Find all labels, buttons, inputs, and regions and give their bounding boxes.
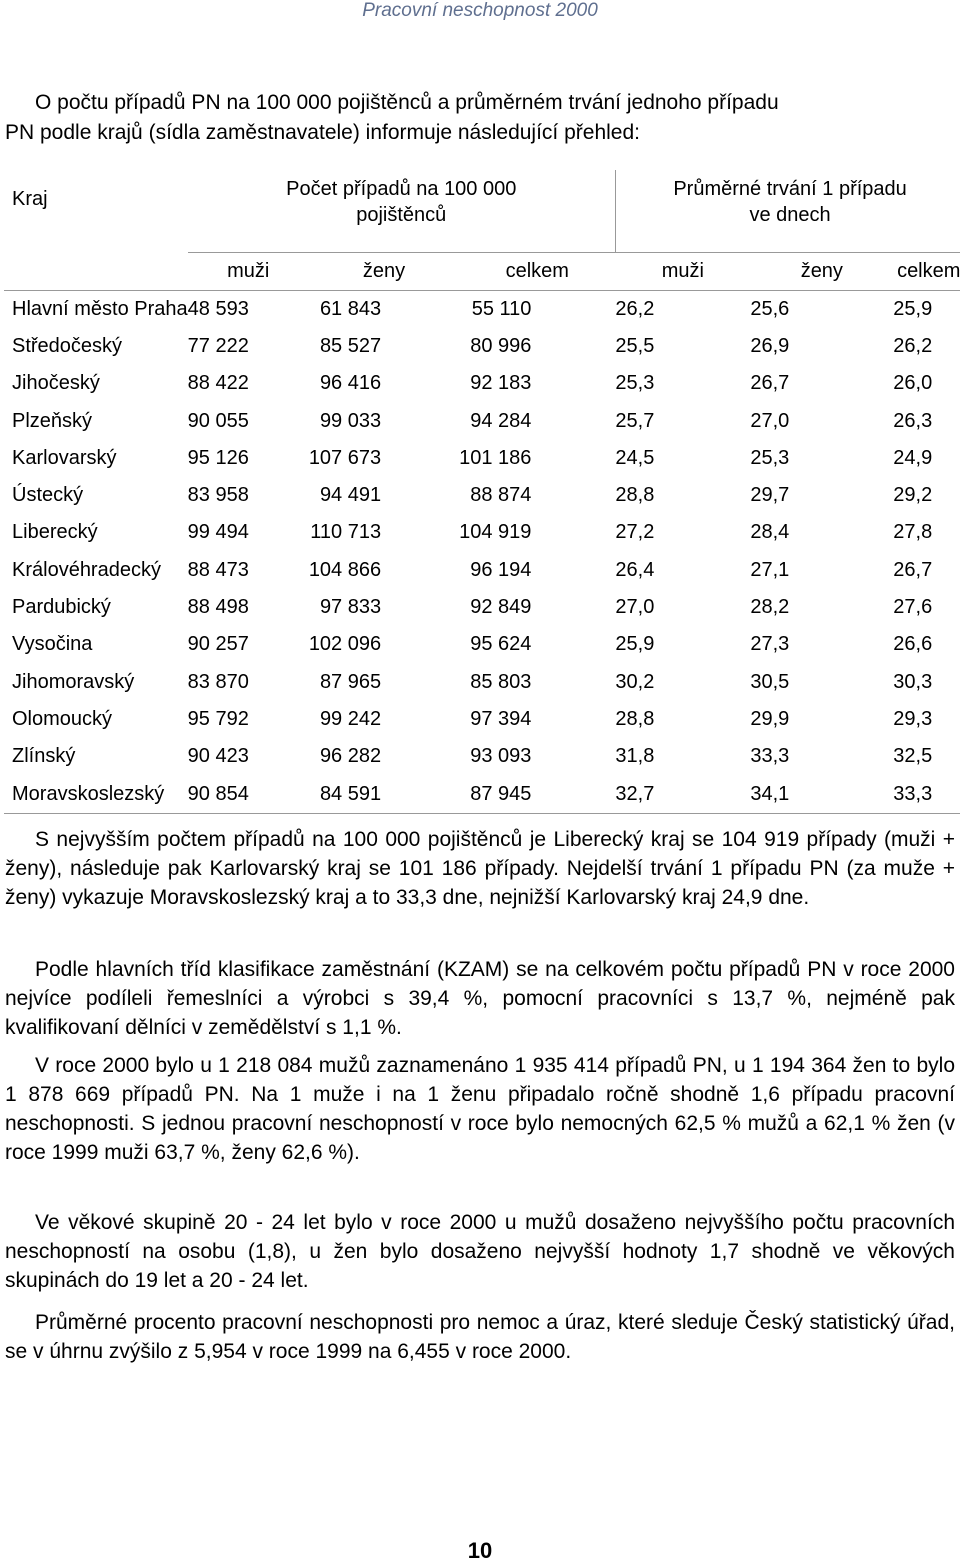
region-name: Moravskoslezský <box>4 775 188 813</box>
region-name: Vysočina <box>12 633 93 656</box>
table-cell: 27,0 <box>615 596 655 619</box>
table-cell: 25,7 <box>615 409 655 432</box>
table-cell: 102 096 <box>308 633 382 656</box>
table-cell: 88 473 <box>187 558 249 581</box>
table-cell: 95 792 <box>187 707 249 730</box>
table-cell: 95 624 <box>470 633 532 656</box>
table-cell: 26,2 <box>893 334 933 357</box>
table-cell: 31,8 <box>615 745 655 768</box>
table-cell: 99 242 <box>319 707 382 730</box>
table-cell: 27,2 <box>615 521 655 544</box>
table-row <box>4 328 960 365</box>
intro-line-1: O počtu případů PN na 100 000 pojištěnců a průměrném trvání jednoho případu <box>35 91 779 114</box>
paragraph-text: Podle hlavních tříd klasifikace zaměstnání (KZAM) se na celkovém počtu případů PN v roce 2000 nejvíce podíleli řemeslníci a výrobci s 39,4 %, pomocní pracovníci s 13,7 %, nejméně pak kvalifikovaní dělníci v zemědělství s 1,1 %. <box>5 958 955 1039</box>
table-cell: 27,8 <box>893 521 933 544</box>
table-cell: 29,2 <box>893 484 933 507</box>
table-cell: 34,1 <box>750 775 893 813</box>
region-name: Královéhradecký <box>12 558 161 581</box>
table-cell: 26,7 <box>893 558 933 581</box>
table-cell: 101 186 <box>459 446 532 469</box>
table-cell: 25,3 <box>750 446 790 469</box>
table-cell: 28,4 <box>750 521 790 544</box>
table-cell: 95 126 <box>187 446 249 469</box>
table-cell: 88 498 <box>187 596 249 619</box>
table-header-row-2 <box>4 252 960 290</box>
paragraph <box>5 1308 955 1366</box>
table-cell: 30,2 <box>615 670 655 693</box>
table-cell: 27,6 <box>893 596 933 619</box>
header-group-count <box>188 170 616 252</box>
table-cell: 92 183 <box>470 372 532 395</box>
table-cell: 25,6 <box>750 297 790 320</box>
table-cell: 94 491 <box>319 484 382 507</box>
table-cell: 27,0 <box>750 409 790 432</box>
paragraph <box>5 955 955 1042</box>
table-cell: 96 194 <box>470 558 532 581</box>
paragraph-text: S nejvyšším počtem případů na 100 000 pojištěnců je Liberecký kraj se 104 919 případy (muži + ženy), následuje pak Karlovarský kraj se 101 186 případy. Nejdelší trvání 1 případu PN (za muže + ženy) vykazuje Moravskoslezský kraj a to 33,3 dne, nejnižší Karlovarský kraj 24,9 dne. <box>5 828 955 909</box>
header-group-count-line1: Počet případů na 100 000 <box>286 178 517 200</box>
table-cell: 26,6 <box>893 633 933 656</box>
subheader-zeny-duration: ženy <box>750 252 893 290</box>
region-name: Jihomoravský <box>12 670 135 693</box>
table-cell: 90 423 <box>187 745 249 768</box>
table-cell: 29,7 <box>750 484 790 507</box>
table-cell: 25,3 <box>615 372 655 395</box>
table-cell: 90 854 <box>188 775 309 813</box>
table-cell: 92 849 <box>470 596 532 619</box>
table-row <box>4 402 960 439</box>
table-cell: 28,2 <box>750 596 790 619</box>
intro-line-2: PN podle krajů (sídla zaměstnavatele) informuje následující přehled: <box>5 121 640 144</box>
region-table <box>4 170 960 814</box>
table-row <box>4 775 960 813</box>
region-name: Jihočeský <box>12 372 100 395</box>
table-row <box>4 663 960 700</box>
table-cell: 84 591 <box>309 775 459 813</box>
header-group-count-line2: pojištěnců <box>356 204 447 226</box>
table-cell: 24,9 <box>893 446 933 469</box>
table-cell: 97 394 <box>470 707 532 730</box>
header-kraj: Kraj <box>12 188 48 210</box>
table-cell: 30,3 <box>893 670 933 693</box>
table-cell: 27,3 <box>750 633 790 656</box>
table-cell: 26,4 <box>615 558 655 581</box>
region-name: Olomoucký <box>12 707 113 730</box>
table-row <box>4 552 960 589</box>
subheader-muzi-duration: muži <box>615 252 750 290</box>
table-cell: 85 803 <box>470 670 532 693</box>
paragraph <box>5 1208 955 1295</box>
table-cell: 26,3 <box>893 409 933 432</box>
table-cell: 80 996 <box>470 334 532 357</box>
table-cell: 61 843 <box>319 297 382 320</box>
table-cell: 55 110 <box>471 297 532 320</box>
table-cell: 87 965 <box>319 670 382 693</box>
paragraph-text: Průměrné procento pracovní neschopnosti pro nemoc a úraz, které sleduje Český statistický úřad, se v úhrnu zvýšilo z 5,954 v roce 1999 na 6,455 v roce 2000. <box>5 1311 955 1363</box>
table-cell: 96 282 <box>319 745 382 768</box>
header-group-duration-line1: Průměrné trvání 1 případu <box>673 178 907 200</box>
region-name: Plzeňský <box>12 409 93 432</box>
page-number: 10 <box>467 1538 493 1563</box>
table-cell: 32,7 <box>615 775 750 813</box>
table-cell: 26,9 <box>750 334 790 357</box>
table-cell: 85 527 <box>319 334 382 357</box>
table-cell: 110 713 <box>310 521 382 544</box>
table-cell: 29,9 <box>750 707 790 730</box>
table-cell: 29,3 <box>893 707 933 730</box>
table-cell: 33,3 <box>893 775 960 813</box>
table-row <box>4 701 960 738</box>
region-name: Ústecký <box>12 484 84 507</box>
subheader-celkem-duration: celkem <box>893 252 960 290</box>
table-cell: 96 416 <box>319 372 382 395</box>
table-cell: 25,9 <box>615 633 655 656</box>
subheader-celkem-count: celkem <box>459 252 615 290</box>
table-cell: 28,8 <box>615 707 655 730</box>
table-cell: 27,1 <box>750 558 790 581</box>
table-row <box>4 738 960 775</box>
table-cell: 32,5 <box>893 745 933 768</box>
table-cell: 30,5 <box>750 670 790 693</box>
table-cell: 25,5 <box>615 334 655 357</box>
table-cell: 24,5 <box>615 446 655 469</box>
paragraph-text: Ve věkové skupině 20 - 24 let bylo v roce 2000 u mužů dosaženo nejvyššího počtu pracovních neschopností na osobu (1,8), u žen bylo dosaženo nejvyšší hodnoty 1,7 shodně ve věkových skupinách do 19 let a 20 - 24 let. <box>5 1211 955 1292</box>
table-row <box>4 477 960 514</box>
region-name: Karlovarský <box>12 446 117 469</box>
table-row <box>4 589 960 626</box>
subheader-muzi-count: muži <box>188 252 309 290</box>
table-cell: 77 222 <box>187 334 249 357</box>
table-cell: 90 055 <box>187 409 249 432</box>
subheader-zeny-count: ženy <box>309 252 459 290</box>
intro-text <box>5 88 954 148</box>
table-row <box>4 440 960 477</box>
table-row <box>4 626 960 663</box>
table-row <box>4 365 960 402</box>
table-cell: 90 257 <box>187 633 249 656</box>
region-name: Zlínský <box>12 745 76 768</box>
paragraph-text: V roce 2000 bylo u 1 218 084 mužů zaznamenáno 1 935 414 případů PN, u 1 194 364 žen to bylo 1 878 669 případů PN. Na 1 muže i na 1 ženu připadalo ročně shodně 1,6 případu pracovní neschopnosti. S jednou pracovní neschopností v roce bylo nemocných 62,5 % mužů a 62,1 % žen (v roce 1999 muži 63,7 %, ženy 62,6 %). <box>5 1054 955 1164</box>
header-group-duration-line2: ve dnech <box>749 204 831 226</box>
table-cell: 28,8 <box>615 484 655 507</box>
table-body <box>4 290 960 813</box>
region-name: Pardubický <box>12 596 111 619</box>
paragraph <box>5 1051 955 1167</box>
table-cell: 83 958 <box>187 484 249 507</box>
table-cell: 87 945 <box>459 775 615 813</box>
table-cell: 33,3 <box>750 745 790 768</box>
table-cell: 107 673 <box>308 446 382 469</box>
table-cell: 26,2 <box>615 297 655 320</box>
table-cell: 97 833 <box>319 596 382 619</box>
table-cell: 94 284 <box>470 409 532 432</box>
table-header-row-1 <box>4 170 960 252</box>
table-row <box>4 290 960 328</box>
paragraph <box>5 825 955 912</box>
page-header: Pracovní neschopnost 2000 <box>362 0 598 21</box>
table-cell: 26,0 <box>893 372 933 395</box>
region-name: Hlavní město Praha <box>12 297 188 320</box>
header-group-duration <box>615 170 960 252</box>
table-cell: 93 093 <box>470 745 532 768</box>
table-cell: 25,9 <box>893 297 933 320</box>
table-cell: 83 870 <box>187 670 249 693</box>
table-cell: 99 033 <box>319 409 382 432</box>
table-cell: 88 874 <box>470 484 532 507</box>
table-cell: 26,7 <box>750 372 790 395</box>
table-cell: 88 422 <box>187 372 249 395</box>
table-cell: 99 494 <box>187 521 249 544</box>
table-row <box>4 514 960 551</box>
header-kraj-spacer <box>4 252 188 290</box>
table-cell: 104 919 <box>459 521 532 544</box>
region-name: Středočeský <box>12 334 123 357</box>
region-name: Liberecký <box>12 521 98 544</box>
table-cell: 48 593 <box>187 297 249 320</box>
table-cell: 104 866 <box>308 558 382 581</box>
